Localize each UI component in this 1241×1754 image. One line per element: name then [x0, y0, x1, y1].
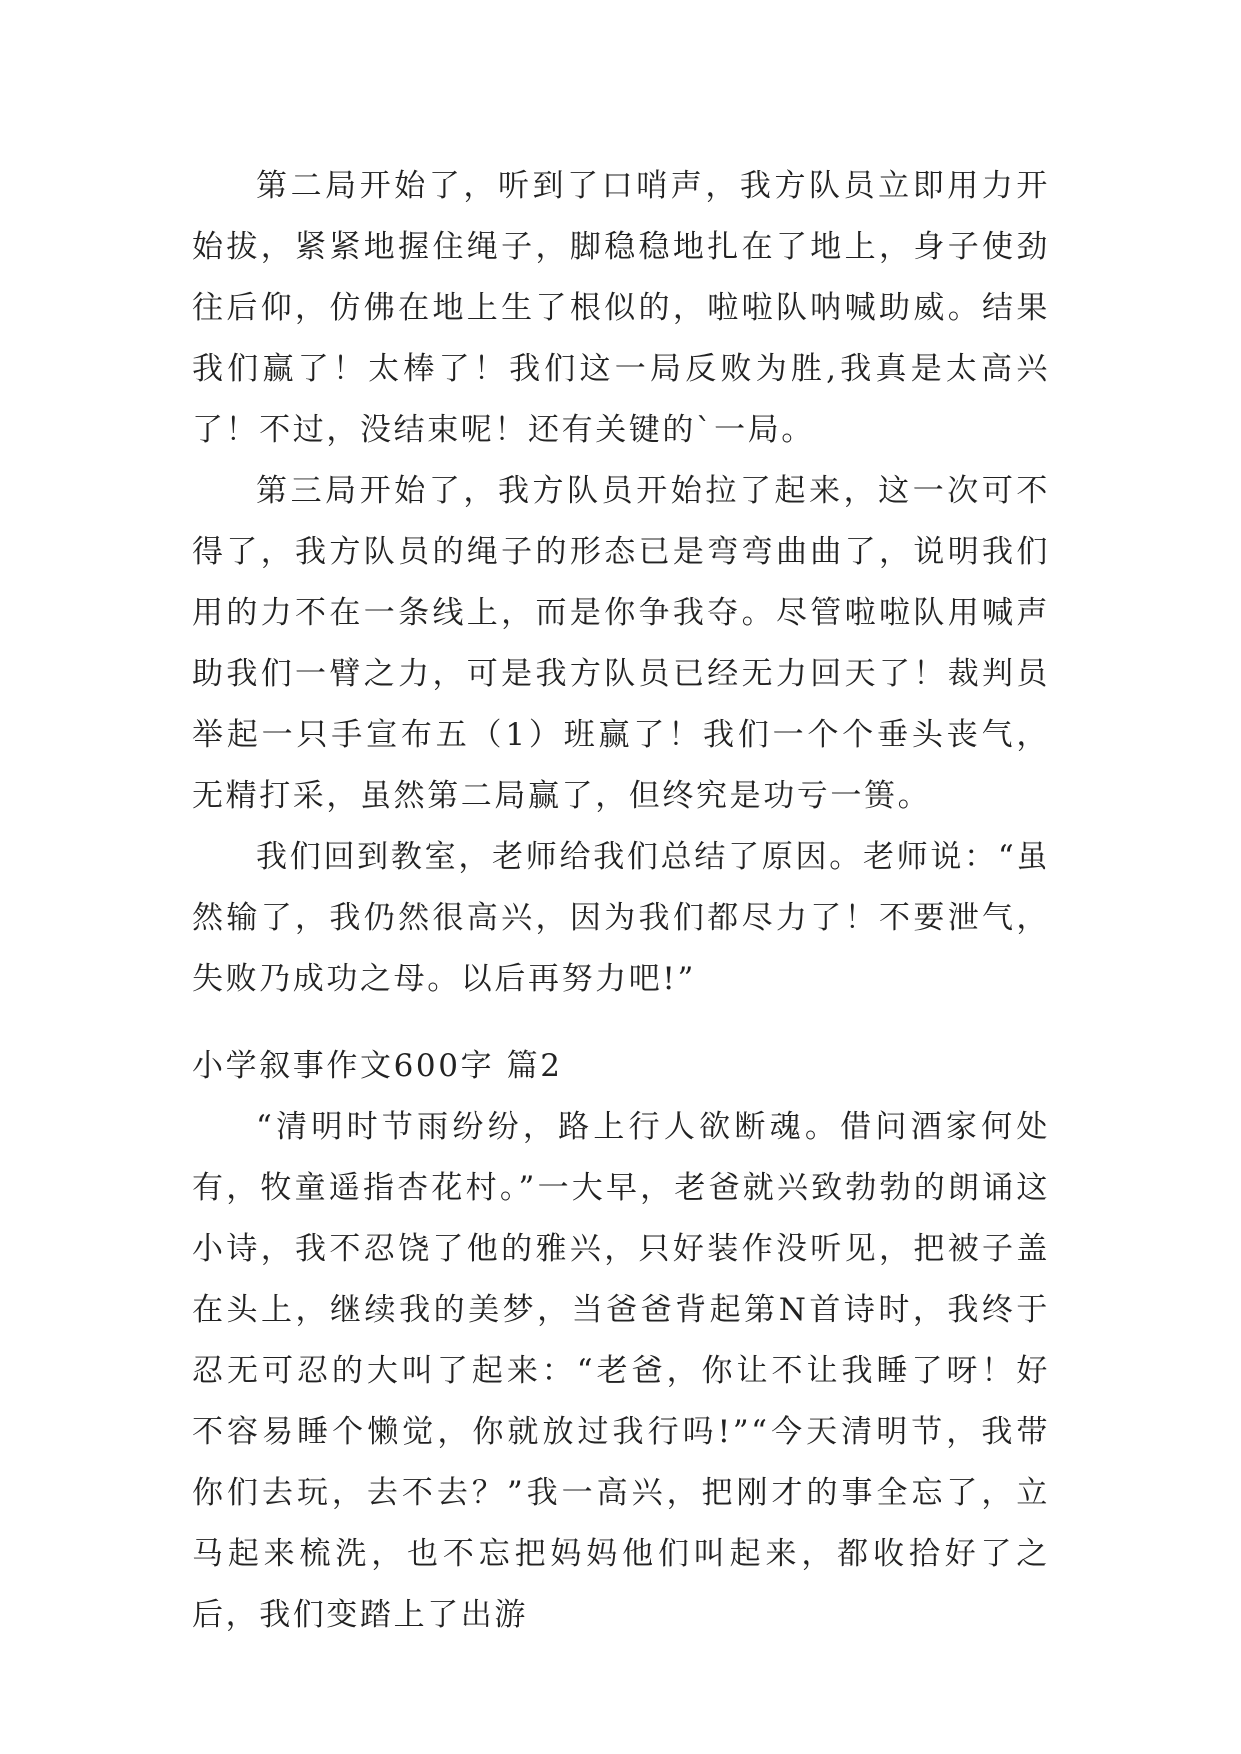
paragraph-teacher-summary: 我们回到教室，老师给我们总结了原因。老师说：“虽然输了，我仍然很高兴，因为我们都尽力了！不要泄气，失败乃成功之母。以后再努力吧!”: [192, 839, 1050, 997]
section-heading: 小学叙事作文600字 篇2: [192, 1048, 563, 1084]
paragraph-second-round: 第二局开始了，听到了口哨声，我方队员立即用力开始拔，紧紧地握住绳子，脚稳稳地扎在了地上，身子使劲往后仰，仿佛在地上生了根似的，啦啦队呐喊助威。结果我们赢了！太棒了！我们这一局反败为胜,我真是太高兴了！不过，没结束呢！还有关键的`一局。: [192, 168, 1050, 448]
essay-continuation: [192, 156, 1050, 1010]
paragraph-third-round: 第三局开始了，我方队员开始拉了起来，这一次可不得了，我方队员的绳子的形态已是弯弯曲曲了，说明我们用的力不在一条线上，而是你争我夺。尽管啦啦队用喊声助我们一臂之力，可是我方队员已经无力回天了！裁判员举起一只手宣布五（1）班赢了！我们一个个垂头丧气，无精打采，虽然第二局赢了，但终究是功亏一篑。: [192, 473, 1050, 814]
paragraph-qingming: “清明时节雨纷纷，路上行人欲断魂。借问酒家何处有，牧童遥指杏花村。”一大早，老爸就兴致勃勃的朗诵这小诗，我不忍饶了他的雅兴，只好装作没听见，把被子盖在头上，继续我的美梦，当爸爸背起第N首诗时，我终于忍无可忍的大叫了起来：“老爸，你让不让我睡了呀！好不容易睡个懒觉，你就放过我行吗!”“今天清明节，我带你们去玩，去不去？”我一高兴，把刚才的事全忘了，立马起来梳洗，也不忘把妈妈他们叫起来，都收拾好了之后，我们变踏上了出游: [192, 1109, 1050, 1633]
essay-section-2: [192, 1036, 1050, 1646]
